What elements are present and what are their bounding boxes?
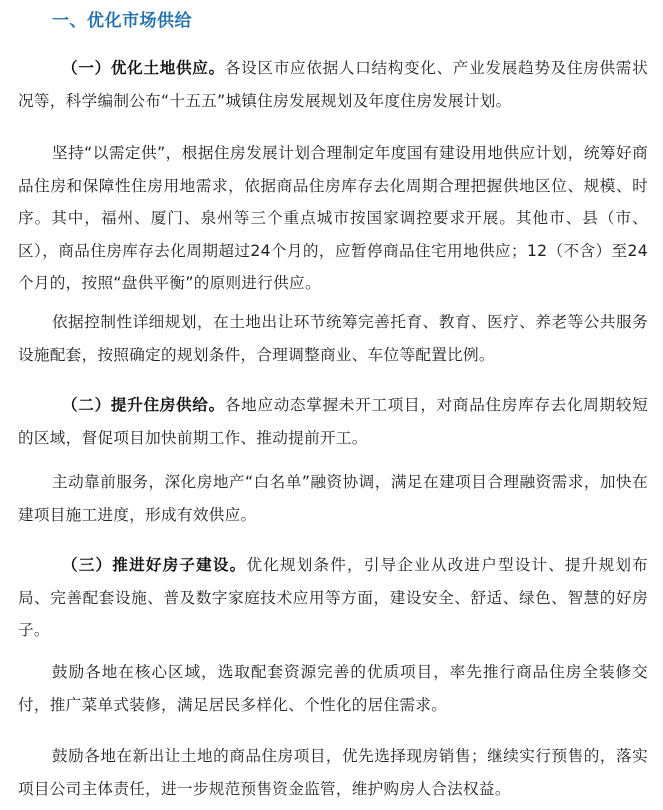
paragraph-completed-house-sales (18, 740, 648, 805)
paragraph-good-houses (18, 549, 648, 647)
paragraph-demand-based-supply (18, 137, 648, 300)
paragraph-land-supply (18, 52, 648, 117)
paragraph-housing-supply (18, 389, 648, 454)
paragraph-text: 各设区市应依据人口结构变化、产业发展趋势及住房供需状况等，科学编制公布“十五五”城镇住房发展规划及年度住房发展计划。 (18, 59, 648, 110)
paragraph-text: 鼓励各地在核心区域，选取配套资源完善的优质项目，率先推行商品住房全装修交付，推广菜单式装修，满足居民多样化、个性化的居住需求。 (18, 663, 648, 714)
paragraph-lead: （一）优化土地供应。 (62, 59, 225, 77)
paragraph-public-facilities (18, 306, 648, 371)
paragraph-text: 优化规划条件，引导企业从改进户型设计、提升规划布局、完善配套设施、普及数字家庭技术应用等方面，建设安全、舒适、绿色、智慧的好房子。 (18, 556, 648, 639)
paragraph-lead: （二）提升住房供给。 (62, 396, 225, 414)
paragraph-text: 依据控制性详细规划，在土地出让环节统筹完善托育、教育、医疗、养老等公共服务设施配套，按照确定的规划条件，合理调整商业、车位等配置比例。 (18, 313, 648, 364)
paragraph-whitelist-financing (18, 466, 648, 531)
paragraph-text: 主动靠前服务，深化房地产“白名单”融资协调，满足在建项目合理融资需求，加快在建项目施工进度，形成有效供应。 (18, 473, 648, 524)
paragraph-text: 各地应动态掌握未开工项目，对商品住房库存去化周期较短的区域，督促项目加快前期工作、推动提前开工。 (18, 396, 648, 447)
section-heading: 一、优化市场供给 (52, 11, 192, 31)
paragraph-text: 坚持“以需定供”，根据住房发展计划合理制定年度国有建设用地供应计划，统筹好商品住房和保障性住房用地需求，依据商品住房库存去化周期合理把握供地区位、规模、时序。其中，福州、厦门、泉州等三个重点城市按国家调控要求开展。其他市、县（市、区），商品住房库存去化周期超过24个月的，应暂停商品住宅用地供应；12（不含）至24个月的，按照“盘供平衡”的原则进行供应。 (18, 144, 648, 292)
paragraph-full-decoration (18, 656, 648, 721)
paragraph-text: 鼓励各地在新出让土地的商品住房项目，优先选择现房销售；继续实行预售的，落实项目公司主体责任，进一步规范预售资金监管，维护购房人合法权益。 (18, 747, 648, 798)
paragraph-lead: （三）推进好房子建设。 (62, 556, 247, 574)
